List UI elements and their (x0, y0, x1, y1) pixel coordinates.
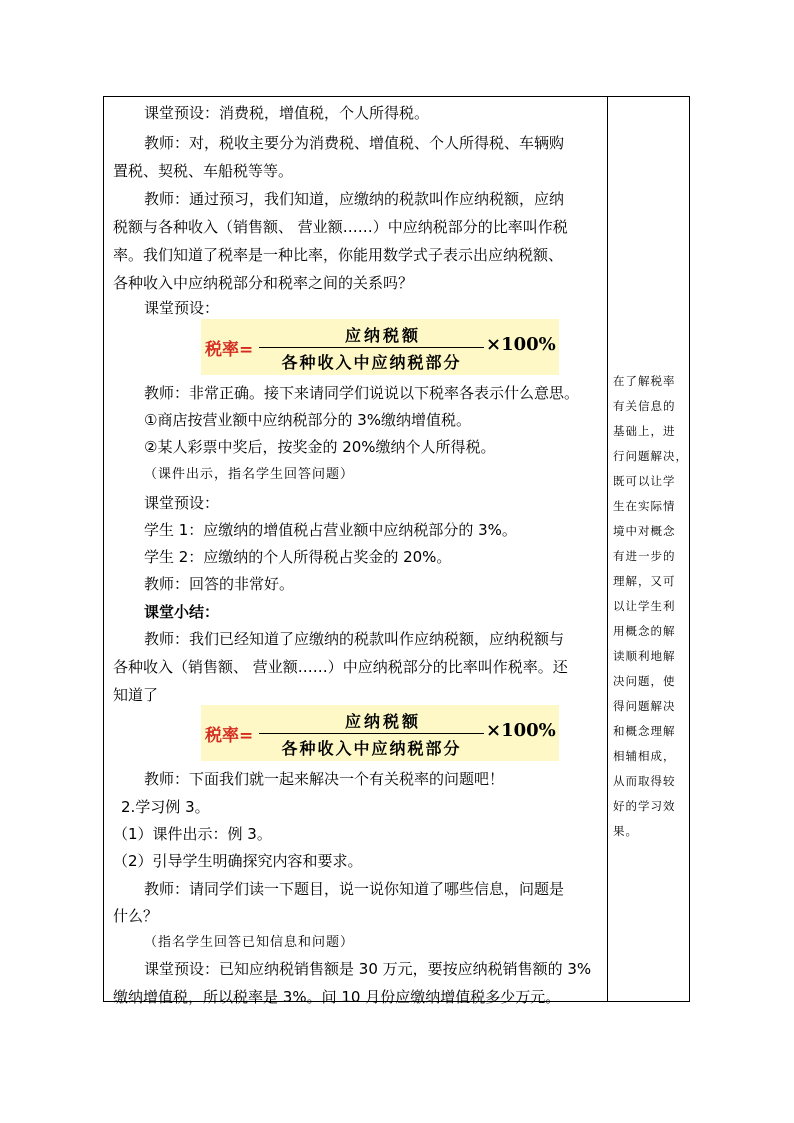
side-note-line: 决问题，使 (613, 674, 676, 688)
side-note-line: 和概念理解 (613, 724, 676, 738)
side-note-line: 读顺利地解 (613, 649, 676, 663)
text-line: 教师：对，税收主要分为消费税、增值税、个人所得税、车辆购 (144, 134, 565, 152)
side-note-line: 基础上，进 (613, 424, 676, 438)
side-note-line: 境中对概念 (613, 524, 676, 538)
text-line: 课堂预设： (144, 299, 220, 317)
text-line: （2）引导学生明确探究内容和要求。 (113, 852, 363, 870)
text-line: 税额与各种收入（销售额、 营业额……）中应纳税部分的比率叫作税 (113, 218, 568, 236)
text-line: 学生 2：应缴纳的个人所得税占奖金的 20%。 (144, 548, 452, 566)
section-heading: 课堂小结： (144, 603, 220, 621)
text-line: 率。我们知道了税率是一种比率，你能用数学式子表示出应纳税额、 (113, 246, 564, 264)
side-note-line: 在了解税率 (613, 374, 676, 388)
text-line: 教师：我们已经知道了应缴纳的税款叫作应纳税额，应纳税额与 (144, 630, 565, 648)
side-note-line: 既可以让学 (613, 474, 676, 488)
tax-rate-formula (201, 319, 559, 375)
text-line: 教师：下面我们就一起来解决一个有关税率的问题吧！ (144, 770, 505, 788)
side-note-line: 从而取得较 (613, 774, 676, 788)
formula-label: 税率= (205, 340, 254, 360)
side-note-line: 以让学生利 (613, 599, 676, 613)
text-line: 置税、契税、车船税等等。 (113, 162, 294, 180)
text-line: 知道了 (113, 686, 159, 704)
courseware-note: （指名学生回答已知信息和问题） (144, 935, 355, 950)
text-line: 各种收入（销售额、 营业额……）中应纳税部分的比率叫作税率。还 (113, 658, 568, 676)
formula-label: 税率= (205, 726, 254, 746)
formula-multiplier: ×100% (486, 334, 556, 355)
courseware-note: （课件出示，指名学生回答问题） (144, 467, 355, 482)
text-line: 课堂预设： (144, 494, 220, 512)
fraction-bar (259, 347, 484, 348)
text-line: 教师：通过预习，我们知道，应缴纳的税款叫作应纳税额，应纳 (144, 190, 565, 208)
text-line: ①商店按营业额中应纳税部分的 3%缴纳增值税。 (144, 411, 472, 429)
text-line: 缴纳增值税，所以税率是 3%。问 10 月份应缴纳增值税多少万元。 (113, 988, 561, 1006)
side-note-line: 果。 (613, 824, 638, 838)
text-line: 教师：回答的非常好。 (144, 575, 295, 593)
text-line: ②某人彩票中奖后，按奖金的 20%缴纳个人所得税。 (144, 438, 496, 456)
text-line: 什么？ (113, 907, 159, 925)
side-note-line: 用概念的解 (613, 624, 676, 638)
column-divider (607, 97, 608, 1001)
tax-rate-formula (201, 705, 559, 761)
formula-multiplier: ×100% (486, 720, 556, 741)
side-note-line: 得问题解决 (613, 699, 676, 713)
side-note-line: 相辅相成， (613, 749, 676, 763)
lesson-table (103, 96, 690, 1006)
side-note-line: 生在实际情 (613, 499, 676, 513)
text-line: 学生 1：应缴纳的增值税占营业额中应纳税部分的 3%。 (144, 521, 517, 539)
text-line: 教师：请同学们读一下题目，说一说你知道了哪些信息，问题是 (144, 880, 565, 898)
side-note-line: 有进一步的 (613, 549, 676, 563)
text-line: 课堂预设：消费税，增值税，个人所得税。 (144, 104, 430, 122)
formula-denominator: 各种收入中应纳税部分 (281, 739, 462, 758)
formula-numerator: 应纳税额 (344, 712, 421, 731)
side-note-line: 好的学习效 (613, 799, 676, 813)
fraction-bar (259, 733, 484, 734)
formula-numerator: 应纳税额 (344, 326, 421, 345)
text-line: 2.学习例 3。 (121, 798, 210, 816)
side-note-line: 理解，又可 (613, 574, 676, 588)
side-note-line: 行问题解决， (613, 449, 688, 463)
text-line: 各种收入中应纳税部分和税率之间的关系吗？ (113, 274, 414, 292)
text-line: 教师：非常正确。接下来请同学们说说以下税率各表示什么意思。 (144, 384, 580, 402)
text-line: 课堂预设：已知应纳税销售额是 30 万元，要按应纳税销售额的 3% (144, 960, 592, 978)
formula-denominator: 各种收入中应纳税部分 (281, 353, 462, 372)
side-note-line: 有关信息的 (613, 399, 676, 413)
text-line: （1）课件出示：例 3。 (113, 825, 272, 843)
